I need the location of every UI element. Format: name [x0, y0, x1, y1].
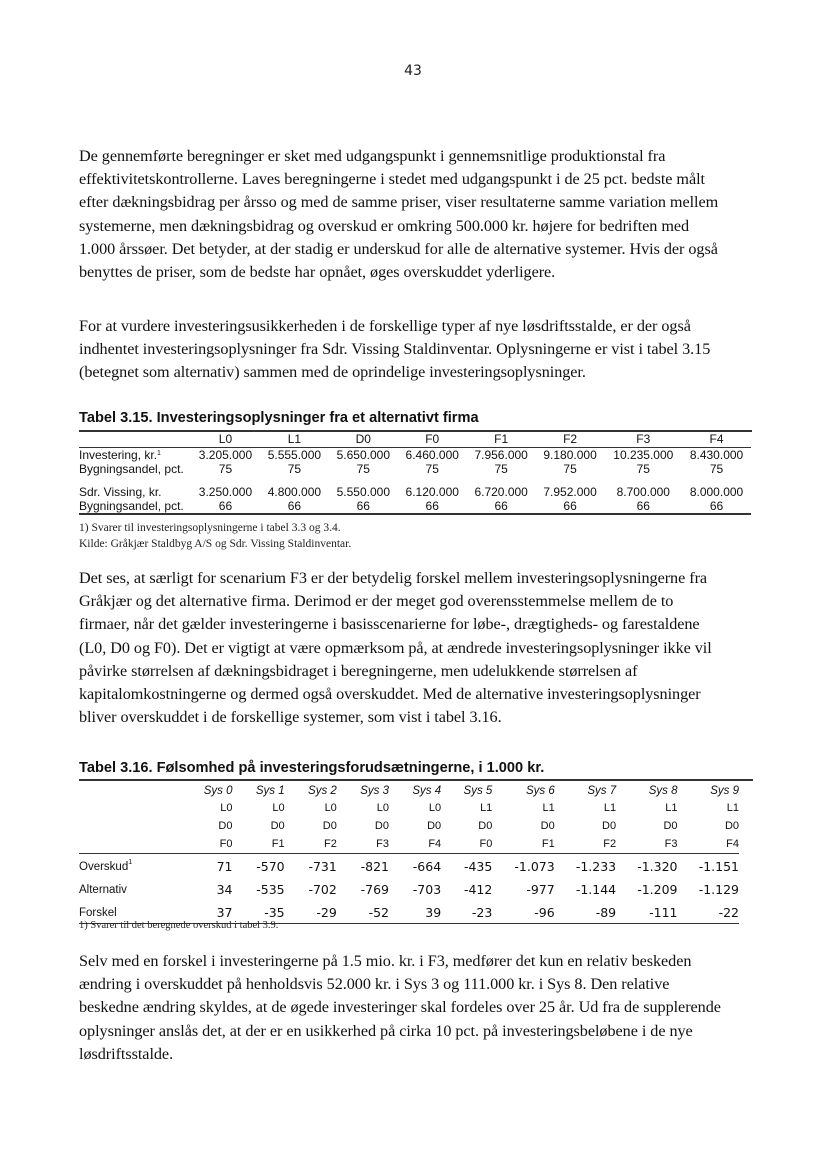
code-cell: D0 [218, 820, 233, 832]
cell: 8.000.000 [689, 485, 744, 499]
table-header-row [79, 433, 751, 447]
column-header: Sys 1 [255, 784, 285, 797]
cell: 9.180.000 [543, 448, 597, 462]
cell: 5.650.000 [336, 448, 390, 462]
code-cell: L1 [726, 802, 739, 814]
cell: 4.800.000 [267, 485, 322, 499]
cell: -664 [412, 859, 442, 874]
cell: 75 [636, 461, 650, 476]
code-cell: L0 [376, 802, 389, 814]
column-header: F2 [563, 432, 578, 446]
table-row [79, 500, 751, 515]
cell: 5.555.000 [267, 448, 322, 462]
cell: 8.430.000 [689, 448, 744, 462]
row-label: Bygningsandel, pct. [79, 461, 184, 476]
table-3-15-top-rule [79, 430, 752, 432]
code-cell: D0 [322, 820, 337, 832]
paragraph-investment-uncertainty [79, 315, 759, 385]
text-line: påvirke størrelsen af dækningsbidraget i beregningerne, men udelukkende størrelsen af [79, 661, 638, 680]
column-header: F3 [636, 432, 651, 446]
cell: -769 [360, 882, 389, 897]
text-line: 1.000 årssøer. Det betyder, at der stadig er underskud for alle de alternative systemer. Hvis der også [79, 239, 718, 258]
text-line: Gråkjær og det alternative firma. Derimod er der meget god overensstemmelse mellem de to [79, 592, 674, 611]
table-3-15-footnote: 1) Svarer til investeringsoplysningerne i tabel 3.3 og 3.4. [79, 522, 341, 534]
text-line: Selv med en forskel i investeringerne på 1.5 mio. kr. i F3, medfører det kun en relativ beskeden [79, 952, 692, 970]
table-row [79, 463, 751, 477]
cell: 34 [216, 882, 233, 897]
cell: 66 [636, 498, 650, 513]
text-line: firmaer, når det gælder investeringerne i basisscenarierne for løbe-, drægtigheds- og farestaldene [79, 615, 700, 634]
table-header-row [79, 782, 739, 799]
cell: -89 [595, 905, 617, 920]
cell: 66 [287, 498, 302, 513]
code-cell: D0 [478, 820, 493, 832]
cell: -35 [264, 905, 285, 920]
code-cell: L0 [220, 802, 233, 814]
column-header: F0 [425, 432, 440, 446]
code-cell: F4 [726, 838, 739, 850]
table-3-15 [79, 433, 751, 515]
code-cell: L0 [324, 802, 337, 814]
code-cell: F4 [428, 838, 442, 850]
code-cell: F2 [323, 838, 337, 850]
column-header: L1 [287, 432, 302, 446]
paragraph-intro [79, 145, 759, 284]
code-cell: F3 [376, 838, 389, 850]
cell: 37 [216, 905, 233, 920]
row-label: Investering, kr.$^1$ [79, 448, 161, 462]
cell: 10.235.000 [613, 448, 674, 462]
cell: 75 [356, 461, 370, 476]
table-3-16 [79, 782, 739, 924]
cell: 75 [494, 461, 508, 476]
text-line: De gennemførte beregninger er sket med udgangspunkt i gennemsnitlige produktionstal fra [79, 147, 666, 165]
text-line: systemerne, men dækningsbidrag og overskud er omkring 500.000 kr. højere for bedriften med [79, 216, 690, 235]
text-line: Det ses, at særligt for scenarium F3 er der betydelig forskel mellem investeringsoplysningerne fra [79, 569, 708, 587]
cell: -22 [718, 905, 739, 920]
table-3-15-title: Tabel 3.15. Investeringsoplysninger fra et alternativt firma [79, 410, 479, 426]
cell: -29 [316, 905, 337, 920]
d-code-row [79, 817, 739, 835]
table-row [79, 449, 751, 463]
cell: -1.129 [698, 882, 739, 897]
cell: 6.720.000 [474, 485, 528, 499]
cell: 8.700.000 [616, 485, 670, 499]
column-header: Sys 6 [525, 784, 555, 797]
cell: 39 [425, 905, 442, 920]
code-cell: F0 [479, 838, 493, 850]
cell: 75 [563, 461, 577, 476]
code-cell: D0 [427, 820, 442, 832]
text-line: oplysninger anslås det, at der er en usikkerhed på cirka 10 pct. på investeringsbeløbene i de nye [79, 1021, 693, 1040]
code-cell: D0 [374, 820, 389, 832]
text-line: beskedne ændring skyldes, at de øgede investeringer skal fordeles over 25 år. Ud fra de supplerende [79, 998, 721, 1017]
code-cell: F1 [271, 838, 285, 850]
cell: 75 [425, 461, 439, 476]
cell: 66 [494, 498, 508, 513]
footnote-mark: 1 [128, 858, 133, 866]
cell: 66 [709, 498, 724, 513]
row-label: Alternativ [79, 883, 127, 896]
code-cell: L0 [272, 802, 285, 814]
cell: 75 [709, 461, 724, 476]
code-cell: D0 [724, 820, 739, 832]
footnote-mark: 1 [157, 450, 161, 457]
text-line: indhentet investeringsoplysninger fra Sdr. Vissing Staldinventar. Oplysningerne er vist i tabel 3.15 [79, 340, 711, 359]
column-header: Sys 4 [412, 784, 442, 797]
column-header: Sys 7 [587, 784, 617, 797]
row-label: Sdr. Vissing, kr. [79, 485, 162, 499]
cell: 3.250.000 [198, 485, 253, 499]
table-3-15-source: Kilde: Gråkjær Staldbyg A/S og Sdr. Vissing Staldinventar. [79, 538, 352, 550]
cell: -977 [526, 882, 555, 897]
code-cell: D0 [663, 820, 678, 832]
table-row [79, 854, 739, 878]
table-3-16-footnote: 1) Svarer til det beregnede overskud i tabel 3.9. [79, 920, 279, 931]
cell: 75 [287, 461, 302, 476]
cell: 6.120.000 [405, 485, 459, 499]
text-line: efter dækningsbidrag per årsso og med de samme priser, viser resultaterne samme variation mellem [79, 193, 719, 212]
cell: 7.956.000 [474, 448, 528, 462]
row-label: Bygningsandel, pct. [79, 498, 184, 513]
code-cell: F1 [541, 838, 555, 850]
cell: 71 [216, 859, 233, 874]
code-cell: F3 [664, 838, 678, 850]
column-header: Sys 9 [710, 784, 739, 797]
code-cell: L1 [542, 802, 555, 814]
column-header: Sys 8 [648, 784, 678, 797]
text-line: For at vurdere investeringsusikkerheden i de forskellige typer af nye løsdriftsstalde, er der også [79, 317, 691, 335]
text-line: løsdriftsstalde. [79, 1044, 174, 1063]
cell: 66 [356, 498, 370, 513]
cell: -96 [534, 905, 555, 920]
cell: -1.073 [514, 859, 555, 874]
cell: -435 [463, 859, 493, 874]
code-cell: L1 [665, 802, 678, 814]
cell: 66 [218, 498, 233, 513]
cell: 3.205.000 [198, 448, 253, 462]
table-row [79, 877, 739, 900]
code-cell: F2 [603, 838, 617, 850]
cell: -535 [256, 882, 285, 897]
cell: -1.233 [575, 859, 617, 874]
cell: -702 [308, 882, 337, 897]
l-code-row [79, 799, 739, 817]
column-header: L0 [218, 432, 233, 446]
cell: -1.144 [575, 882, 617, 897]
cell: -570 [256, 859, 285, 874]
column-header: Sys 0 [203, 784, 233, 797]
paragraph-conclusion [79, 950, 759, 1066]
code-cell: D0 [540, 820, 555, 832]
text-line: benyttes de priser, som de bedste har opnået, øges overskuddet yderligere. [79, 263, 556, 282]
row-label: Forskel [79, 906, 117, 919]
code-cell: L1 [480, 802, 493, 814]
table-3-16-title: Tabel 3.16. Følsomhed på investeringsforudsætningerne, i 1.000 kr. [79, 760, 545, 776]
code-cell: F0 [219, 838, 233, 850]
paragraph-comparison [79, 567, 759, 729]
code-cell: D0 [270, 820, 285, 832]
cell: -703 [412, 882, 442, 897]
page-number: 43 [404, 63, 422, 79]
column-header: Sys 2 [308, 784, 337, 797]
text-line: (betegnet som alternativ) sammen med de oprindelige investeringsoplysninger. [79, 363, 586, 382]
cell: -23 [471, 905, 493, 920]
cell: -1.209 [637, 882, 678, 897]
table-row [79, 486, 751, 500]
column-header: F4 [709, 432, 724, 446]
code-cell: L1 [603, 802, 617, 814]
text-line: kapitalomkostningerne og dermed også overskuddet. Med de alternative investeringsoplysninger [79, 685, 701, 704]
code-cell: D0 [602, 820, 617, 832]
row-label: Overskud$^1$ [79, 858, 133, 873]
text-line: ændring i overskuddet på henholdsvis 52.000 kr. i Sys 3 og 111.000 kr. i Sys 8. Den relative [79, 975, 670, 994]
code-cell: L0 [428, 802, 442, 814]
column-header: D0 [355, 432, 371, 446]
cell: 66 [563, 498, 577, 513]
f-code-row [79, 835, 739, 854]
column-header: F1 [494, 432, 509, 446]
cell: -412 [463, 882, 493, 897]
header-empty [79, 782, 194, 799]
cell: -52 [368, 905, 389, 920]
cell: 66 [425, 498, 439, 513]
text-line: effektivitetskontrollerne. Laves beregningerne i stedet med udgangspunkt i de 25 pct. bedste målt [79, 170, 705, 189]
text-line: bliver overskuddet i de forskellige systemer, som vist i tabel 3.16. [79, 708, 502, 727]
cell: -1.320 [637, 859, 678, 874]
cell: 7.952.000 [543, 485, 597, 499]
cell: 5.550.000 [336, 485, 390, 499]
cell: -731 [308, 859, 337, 874]
cell: -821 [360, 859, 389, 874]
header-empty [79, 433, 191, 447]
column-header: Sys 5 [463, 784, 493, 797]
text-line: (L0, D0 og F0). Det er vigtigt at være opmærksom på, at ændrede investeringsoplysninger ikke vil [79, 638, 712, 657]
column-header: Sys 3 [360, 784, 389, 797]
cell: -1.151 [698, 859, 739, 874]
table-3-16-top-rule [79, 779, 753, 781]
cell: 6.460.000 [405, 448, 459, 462]
cell: 75 [218, 461, 233, 476]
cell: -111 [649, 905, 678, 920]
